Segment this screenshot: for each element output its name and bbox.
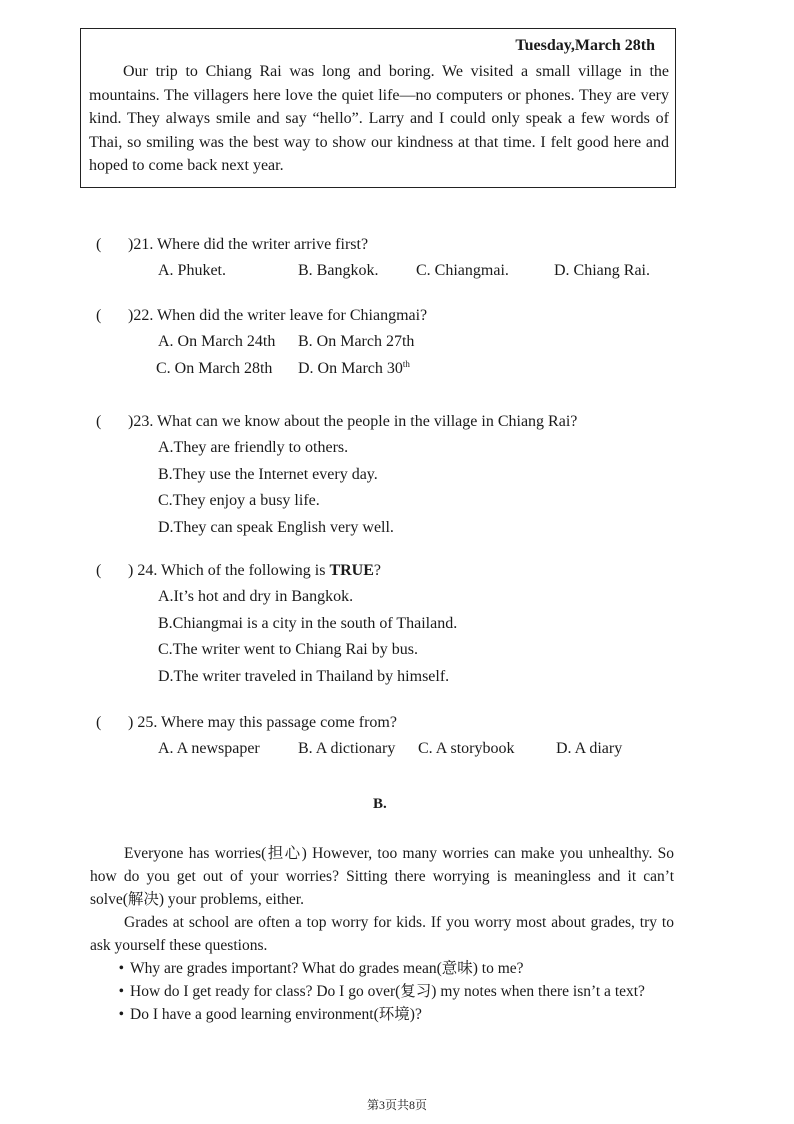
diary-box (80, 28, 676, 188)
question-stem: )23. What can we know about the people in the village in Chiang Rai? (128, 413, 578, 430)
bullet-icon: • (118, 1006, 124, 1023)
option-a: A. On March 24th (158, 333, 276, 350)
option-d: D. Chiang Rai. (554, 262, 650, 279)
passage-b (90, 842, 674, 1026)
answer-paren[interactable]: ( (96, 413, 102, 430)
answer-paren[interactable]: ( (96, 236, 102, 253)
option-b: B. A dictionary (298, 740, 396, 757)
paragraph: Grades at school are often a top worry for kids. If you worry most about grades, try to ask yourself these questions. (90, 914, 674, 954)
option-a: A. A newspaper (158, 740, 260, 757)
bullet-icon: • (118, 960, 124, 977)
diary-date: Tuesday,March 28th (515, 37, 655, 54)
bullet-item: • How do I get ready for class? Do I go over(复习) my notes when there isn’t a text? (90, 980, 674, 1003)
option-c: C.The writer went to Chiang Rai by bus. (158, 641, 418, 658)
true-keyword: TRUE (329, 562, 374, 579)
answer-paren[interactable]: ( (96, 714, 102, 731)
option-a: A.It’s hot and dry in Bangkok. (158, 588, 354, 605)
bullet-item: • Do I have a good learning environment(环境)? (90, 1003, 674, 1026)
option-d: D.They can speak English very well. (158, 518, 394, 536)
bullet-icon: • (118, 983, 124, 1000)
option-b: B. On March 27th (298, 333, 415, 350)
option-a: A.They are friendly to others. (158, 439, 349, 456)
option-a: A. Phuket. (158, 262, 226, 279)
question-stem: ) 24. Which of the following is TRUE? (128, 562, 382, 579)
diary-body: Our trip to Chiang Rai was long and boring. We visited a small village in the mountains. The villagers here love the quiet life—no computers or phones. They are very kind. They always smile and say “hello”. Larry and I could only speak a few words of Thai, so smiling was the best way to show our kindness at that time. I felt good here and hoped to come back next year. (89, 63, 669, 174)
option-c: C. Chiangmai. (416, 262, 509, 279)
option-d: D. A diary (556, 740, 623, 757)
answer-paren[interactable]: ( (96, 562, 102, 579)
option-b: B.Chiangmai is a city in the south of Thailand. (158, 614, 458, 632)
option-b: B.They use the Internet every day. (158, 465, 378, 483)
bullet-item: • Why are grades important? What do grades mean(意味) to me? (90, 957, 674, 980)
option-d: D. On March 30th (298, 358, 410, 377)
option-c: C. A storybook (418, 740, 515, 757)
option-c: C.They enjoy a busy life. (158, 492, 320, 509)
question-stem: )21. Where did the writer arrive first? (128, 236, 369, 253)
option-d: D.The writer traveled in Thailand by himself. (158, 667, 450, 685)
superscript-th: th (402, 358, 410, 369)
page-number: 第3页共8页 (366, 1098, 427, 1112)
option-c: C. On March 28th (156, 359, 273, 377)
section-heading: B. (373, 796, 387, 812)
answer-paren[interactable]: ( (96, 307, 102, 324)
option-b: B. Bangkok. (298, 262, 379, 279)
paragraph: Everyone has worries(担心) However, too many worries can make you unhealthy. So how do you get out of your worries? Sitting there worrying is meaningless and it can’t solve(解决) your problems, either. (90, 845, 674, 908)
question-stem: )22. When did the writer leave for Chiangmai? (128, 307, 428, 324)
question-stem: ) 25. Where may this passage come from? (128, 714, 397, 731)
diary-text (89, 60, 669, 178)
